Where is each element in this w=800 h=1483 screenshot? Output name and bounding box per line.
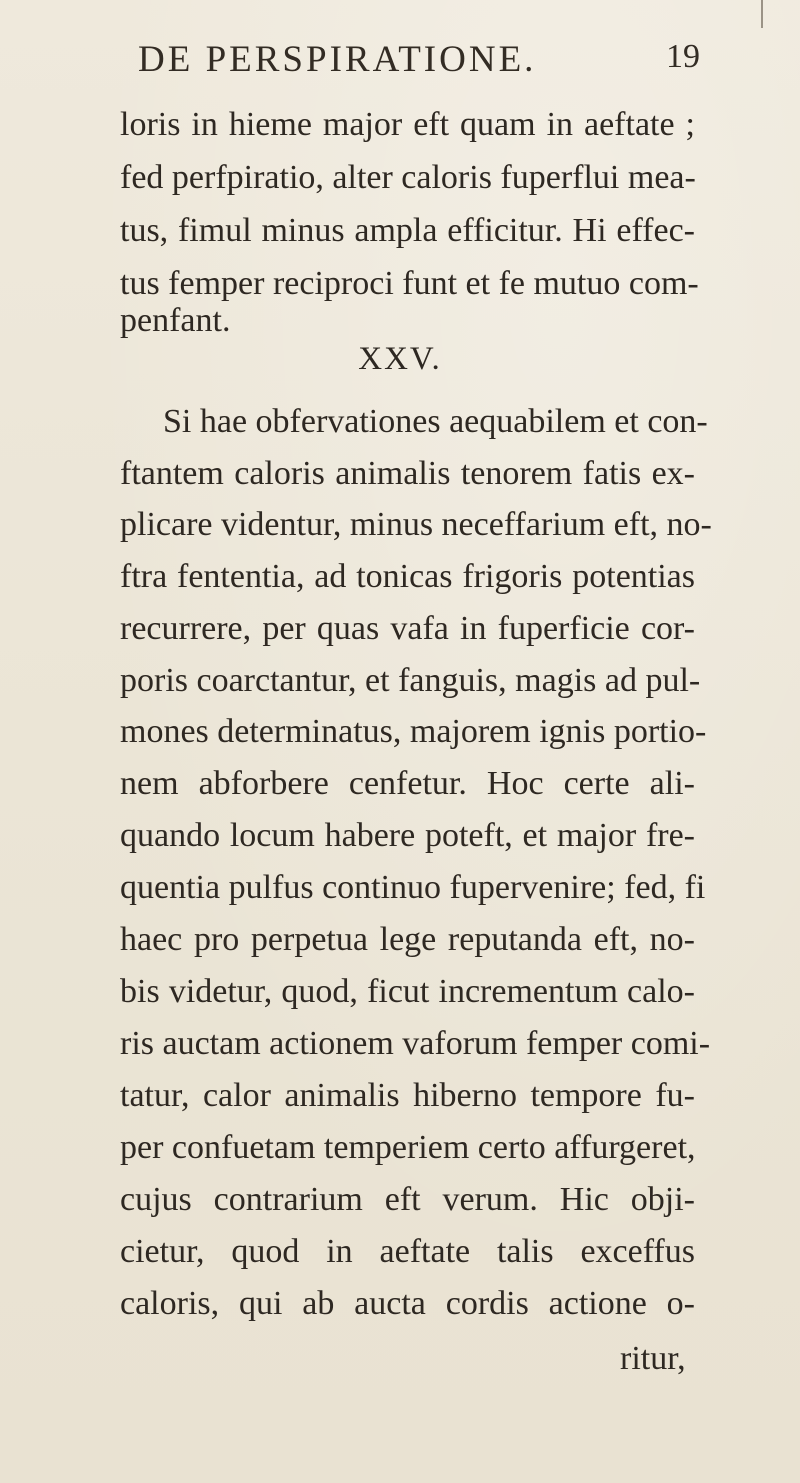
text-line: ftantem caloris animalis tenorem fatis ex-: [120, 455, 695, 492]
text-line: tatur, calor animalis hiberno tempore fu-: [120, 1077, 695, 1114]
text-line: ftra fententia, ad tonicas frigoris potentias: [120, 558, 695, 595]
text-line: haec pro perpetua lege reputanda eft, no-: [120, 921, 695, 958]
section-number: XXV.: [358, 341, 442, 377]
text-line: quentia pulfus continuo fupervenire; fed, fi: [120, 869, 706, 906]
text-line: plicare videntur, minus neceffarium eft, no-: [120, 506, 712, 543]
text-line: quando locum habere poteft, et major fre-: [120, 817, 695, 854]
text-line: loris in hieme major eft quam in aeftate ;: [120, 106, 695, 143]
running-title: DE PERSPIRATIONE.: [138, 39, 537, 80]
text-line: bis videtur, quod, ficut incrementum calo-: [120, 973, 695, 1010]
running-head: [138, 38, 698, 81]
text-line: mones determinatus, majorem ignis portio-: [120, 713, 707, 750]
text-line: fed perfpiratio, alter caloris fuperflui mea-: [120, 159, 696, 196]
text-line: tus femper reciproci funt et fe mutuo com-: [120, 265, 699, 302]
page-corner-mark: [732, 0, 792, 60]
page-number: 19: [666, 38, 700, 75]
text-line: cietur, quod in aeftate talis exceffus: [120, 1233, 695, 1270]
text-line: poris coarctantur, et fanguis, magis ad pul-: [120, 662, 701, 699]
text-line: recurrere, per quas vafa in fuperficie cor-: [120, 610, 695, 647]
text-line: caloris, qui ab aucta cordis actione o-: [120, 1285, 695, 1322]
text-line: Si hae obfervationes aequabilem et con-: [163, 403, 708, 440]
text-line: tus, fimul minus ampla efficitur. Hi effec-: [120, 212, 695, 249]
text-line: ris auctam actionem vaforum femper comi-: [120, 1025, 711, 1062]
text-line: penfant.: [120, 302, 231, 339]
catchword: ritur,: [620, 1340, 686, 1377]
text-line: nem abforbere cenfetur. Hoc certe ali-: [120, 765, 695, 802]
text-line: cujus contrarium eft verum. Hic obji-: [120, 1181, 695, 1218]
text-line: per confuetam temperiem certo affurgeret,: [120, 1129, 696, 1166]
